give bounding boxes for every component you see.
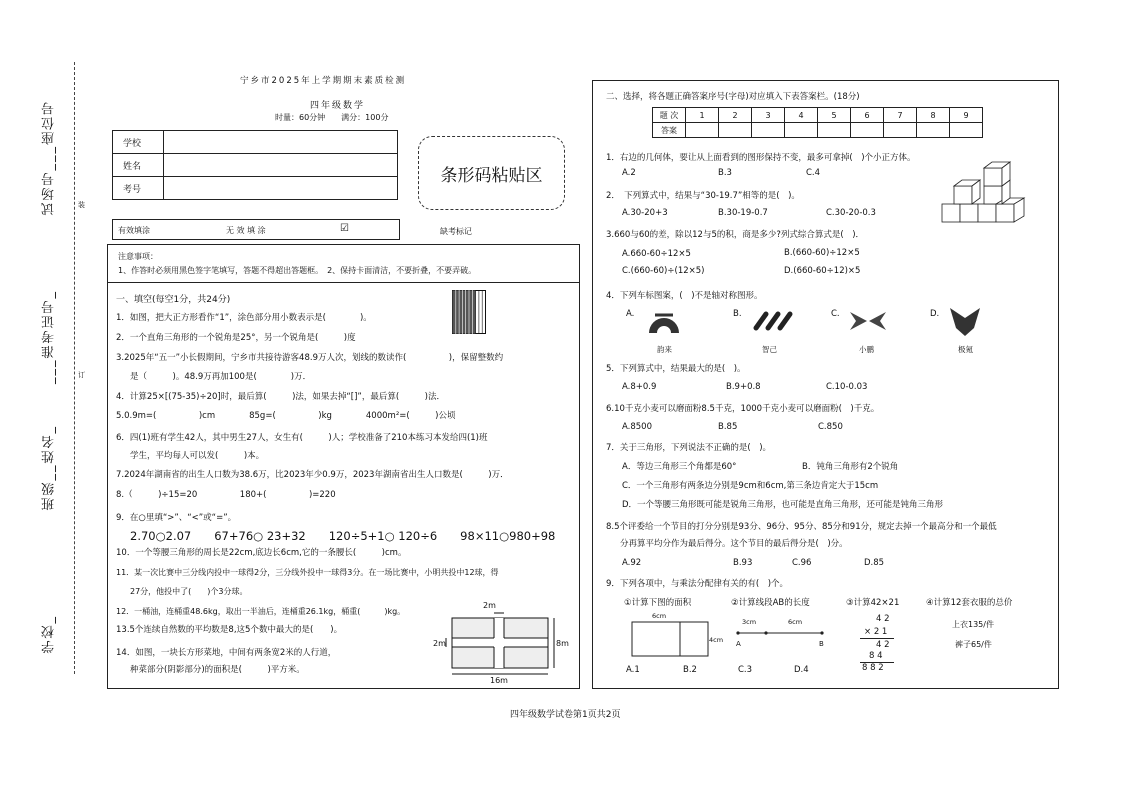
hundred-square-figure <box>452 290 486 334</box>
s1-q3a: 3.2025年“五一”小长假期间，宁乡市共接待游客48.9万人次，划线的数读作( )，保留整数约 <box>116 353 504 363</box>
notes-title: 注意事项： <box>118 252 158 261</box>
s1-q14b: 种菜部分(阴影部分)的面积是( )平方米。 <box>130 665 305 675</box>
s2-q7-b: B．钝角三角形有2个锐角 <box>802 462 899 472</box>
info-id: 考号 <box>113 177 164 200</box>
logo-c-icon <box>848 308 888 336</box>
exam-org: 宁乡市2025年上学期期末素质检测 <box>240 76 407 86</box>
s2-q4-a: A. <box>626 309 635 319</box>
ans-cell[interactable] <box>785 123 818 138</box>
ans-head-2: 2 <box>719 108 752 123</box>
logo-d-icon <box>948 304 982 338</box>
s2-q3-d: D.(660-60÷12)×5 <box>784 266 861 276</box>
s2-q6-c: C.850 <box>818 422 843 432</box>
s2-q9-c: C.3 <box>738 665 753 675</box>
s2-q3: 3.660与60的差，除以12与5的积，商是多少?列式综合算式是( )． <box>606 230 865 240</box>
calc-rule-1 <box>860 638 894 639</box>
s2-q3-c: C.(660-60)÷(12×5) <box>622 266 705 276</box>
s2-q9-a: A.1 <box>626 665 640 675</box>
seal-char-2: 订 <box>78 371 85 379</box>
s1-q7: 7.2024年湖南省的出生人口数为38.6万，比2023年少0.9万，2023年湖南省出生人口数是( )万． <box>116 470 509 480</box>
exam-subject: 四年级数学 <box>310 101 366 111</box>
s2-q1: 1．右边的几何体，要让从上面看到的图形保持不变，最多可拿掉( )个小正方体。 <box>606 153 916 163</box>
area-rect-figure <box>630 620 710 658</box>
seal-line <box>74 62 75 674</box>
ans-cell[interactable] <box>686 123 719 138</box>
s2-q1-b: B.3 <box>718 168 732 178</box>
ans-row-label: 答案 <box>653 123 686 138</box>
ans-cell[interactable] <box>950 123 983 138</box>
garden-2m-left: 2m <box>433 639 446 648</box>
garden-16m: 16m <box>490 676 508 685</box>
invalid-fill-mark: ☑ <box>340 223 349 234</box>
s2-q2-b: B.30-19-0.7 <box>718 208 768 218</box>
ans-head-5: 5 <box>818 108 851 123</box>
s2-q8a: 8.5个评委给一个节目的打分分别是93分、96分、95分、85分和91分，规定去掉一个最高分和一个最低 <box>606 522 997 532</box>
s2-q7-a: A．等边三角形三个角都是60° <box>622 462 737 472</box>
seat-label: 试场号___座位号 <box>42 100 57 216</box>
calc-line-4: 8 4 <box>869 651 883 661</box>
rect-4cm: 4cm <box>709 636 724 644</box>
garden-figure <box>430 600 565 685</box>
s2-q9-item2: ②计算线段AB的长度 <box>731 598 810 608</box>
barcode-area: 条形码粘贴区 <box>418 136 565 210</box>
s1-title: 一、填空(每空1分，共24分) <box>116 295 231 305</box>
s1-q9: 9．在○里填“>”、“<”或“=”。 <box>116 513 237 523</box>
rect-6cm: 6cm <box>652 612 667 620</box>
s2-q8-c: C.96 <box>792 558 812 568</box>
valid-fill-label: 有效填涂 <box>118 226 150 235</box>
s2-q4-b: B. <box>733 309 742 319</box>
s2-q8-d: D.85 <box>864 558 885 568</box>
price-pants: 裤子65/件 <box>955 640 992 649</box>
s1-q3b: 是（ )。48.9万再加100是( )万． <box>130 372 312 382</box>
s2-title: 二、选择，将各题正确答案序号(字母)对应填入下表答案栏。(18分) <box>606 92 860 102</box>
calc-line-1: 4 2 <box>876 614 890 624</box>
info-name-field[interactable] <box>164 154 398 177</box>
s2-q6: 6.10千克小麦可以磨面粉8.5千克，1000千克小麦可以磨面粉( )千克。 <box>606 404 880 414</box>
logo-b-icon <box>752 308 794 334</box>
info-school-field[interactable] <box>164 131 398 154</box>
ans-head-7: 7 <box>884 108 917 123</box>
point-a: A <box>736 640 741 648</box>
s1-q14a: 14．如图，一块长方形菜地，中间有两条宽2米的人行道， <box>116 648 337 658</box>
s1-q6a: 6．四(1)班有学生42人，其中男生27人，女生有( )人；学校准备了210本练习本发给四(1)班 <box>116 433 488 443</box>
s2-q1-a: A.2 <box>622 168 636 178</box>
info-table <box>112 130 398 200</box>
s1-q10: 10．一个等腰三角形的周长是22cm,底边长6cm,它的一条腰长( )cm。 <box>116 548 407 558</box>
class-name-label: 班级__姓名_ <box>42 425 57 511</box>
page-footer: 四年级数学试卷第1页共2页 <box>510 710 621 720</box>
logo-c-name: 小鹏 <box>859 345 874 354</box>
cubes-figure <box>940 160 1030 228</box>
segment-ab-figure <box>734 626 826 640</box>
s2-q7-d: D．一个等腰三角形既可能是锐角三角形，也可能是直角三角形，还可能是钝角三角形 <box>622 500 944 510</box>
s1-q11b: 27分，他投中了( )个3分球。 <box>130 587 248 596</box>
point-b: B <box>819 640 824 648</box>
s1-q8: 8.（ )÷15=20 180+( )=220 <box>116 490 336 500</box>
s2-q7: 7．关于三角形，下列说法不正确的是( )。 <box>606 443 772 453</box>
ans-head-8: 8 <box>917 108 950 123</box>
ans-cell[interactable] <box>719 123 752 138</box>
info-id-field[interactable] <box>164 177 398 200</box>
absent-mark-label: 缺考标记 <box>440 227 472 236</box>
s2-q9-item3: ③计算42×21 <box>846 598 900 608</box>
s1-q9-items: 2.70○2.07 67+76○ 23+32 120÷5+1○ 120÷6 98×11○980+98 <box>130 529 556 543</box>
s2-q7-c: C．一个三角形有两条边分别是9cm和6cm,第三条边肯定大于15cm <box>622 481 879 491</box>
ans-cell[interactable] <box>884 123 917 138</box>
s2-q9-item1: ①计算下图的面积 <box>624 598 692 608</box>
s2-q5-c: C.10-0.03 <box>826 382 868 392</box>
info-school: 学校 <box>113 131 164 154</box>
exam-time: 时量：60分钟 满分：100分 <box>275 113 389 122</box>
s2-q8b: 分再算平均分作为最后得分。这个节目的最后得分是( )分。 <box>620 539 848 549</box>
s2-q3-b: B.(660-60)÷12×5 <box>784 248 860 258</box>
ans-cell[interactable] <box>752 123 785 138</box>
s2-q1-c: C.4 <box>806 168 821 178</box>
school-label: 学校_ <box>42 615 57 654</box>
notes-body: 1、作答时必须用黑色签字笔填写，答题不得超出答题框。 2、保持卡面清洁，不要折叠，不要弄破。 <box>118 266 477 275</box>
s1-q1: 1．如图，把大正方形看作“1”，涂色部分用小数表示是( )。 <box>116 313 372 323</box>
ans-cell[interactable] <box>851 123 884 138</box>
s2-q9-b: B.2 <box>683 665 697 675</box>
s2-q4-c: C. <box>831 309 840 319</box>
seg-6cm: 6cm <box>788 618 803 626</box>
garden-8m: 8m <box>556 639 569 648</box>
price-jacket: 上衣135/件 <box>952 620 994 629</box>
ans-head-3: 3 <box>752 108 785 123</box>
s2-q4: 4．下列车标图案，( )不是轴对称图形。 <box>606 291 763 301</box>
answer-table <box>652 107 983 138</box>
logo-b-name: 智己 <box>762 345 777 354</box>
ans-cell[interactable] <box>818 123 851 138</box>
s1-q6b: 学生，平均每人可以发( )本。 <box>130 451 265 461</box>
s1-q2: 2．一个直角三角形的一个锐角是25°，另一个锐角是( )度 <box>116 333 356 343</box>
notes-divider <box>107 282 580 283</box>
s2-q6-b: B.85 <box>718 422 738 432</box>
s2-q5-b: B.9+0.8 <box>726 382 761 392</box>
s2-q8-b: B.93 <box>733 558 753 568</box>
s2-q5: 5．下列算式中，结果最大的是( )。 <box>606 364 746 374</box>
s2-q2-c: C.30-20-0.3 <box>826 208 876 218</box>
calc-line-2: × 2 1 <box>864 627 888 637</box>
ans-head-9: 9 <box>950 108 983 123</box>
s2-q5-a: A.8+0.9 <box>622 382 657 392</box>
calc-line-5: 8 8 2 <box>862 663 884 673</box>
ans-cell[interactable] <box>917 123 950 138</box>
s2-q9-d: D.4 <box>794 665 809 675</box>
ans-head-6: 6 <box>851 108 884 123</box>
ans-head-1: 1 <box>686 108 719 123</box>
s1-q4: 4．计算25×[(75-35)÷20]时，最后算( )法，如果去掉“[]”，最后算( )法． <box>116 392 445 402</box>
s2-q2: 2． 下列算式中，结果与“30-19.7”相等的是( )。 <box>606 191 800 201</box>
invalid-fill-label: 无 效 填 涂 <box>226 226 266 235</box>
s2-q9-item4: ④计算12套衣服的总价 <box>926 598 1013 608</box>
s1-q11a: 11．某一次比赛中三分线内投中一球得2分，三分线外投中一球得3分。在一场比赛中，小明共投中12球，得 <box>116 568 499 577</box>
garden-2m-top: 2m <box>483 601 496 610</box>
seal-char-1: 装 <box>78 201 85 209</box>
s1-q5: 5.0.9m=( )cm 85g=( )kg 4000m²=( )公顷 <box>116 411 456 421</box>
s2-q3-a: A.660-60÷12×5 <box>622 249 691 259</box>
ticket-label: ___准考证号_ <box>42 290 57 384</box>
seg-3cm: 3cm <box>742 618 757 626</box>
ans-head-4: 4 <box>785 108 818 123</box>
logo-a-name: 韵来 <box>657 345 672 354</box>
s2-q9: 9．下列各项中，与乘法分配律有关的有( )个。 <box>606 579 789 589</box>
s2-q2-a: A.30-20+3 <box>622 208 668 218</box>
s2-q8-a: A.92 <box>622 558 642 568</box>
logo-a-icon <box>645 305 683 337</box>
s2-q6-a: A.8500 <box>622 422 652 432</box>
s1-q13: 13.5个连续自然数的平均数是8,这5个数中最大的是( )。 <box>116 625 343 635</box>
info-name: 姓名 <box>113 154 164 177</box>
calc-line-3: 4 2 <box>876 640 890 650</box>
s1-q12: 12．一桶油，连桶重48.6kg，取出一半油后，连桶重26.1kg，桶重( )kg。 <box>116 607 406 616</box>
logo-d-name: 极氪 <box>958 345 973 354</box>
s2-q4-d: D. <box>930 309 940 319</box>
ans-head-0: 题 次 <box>653 108 686 123</box>
